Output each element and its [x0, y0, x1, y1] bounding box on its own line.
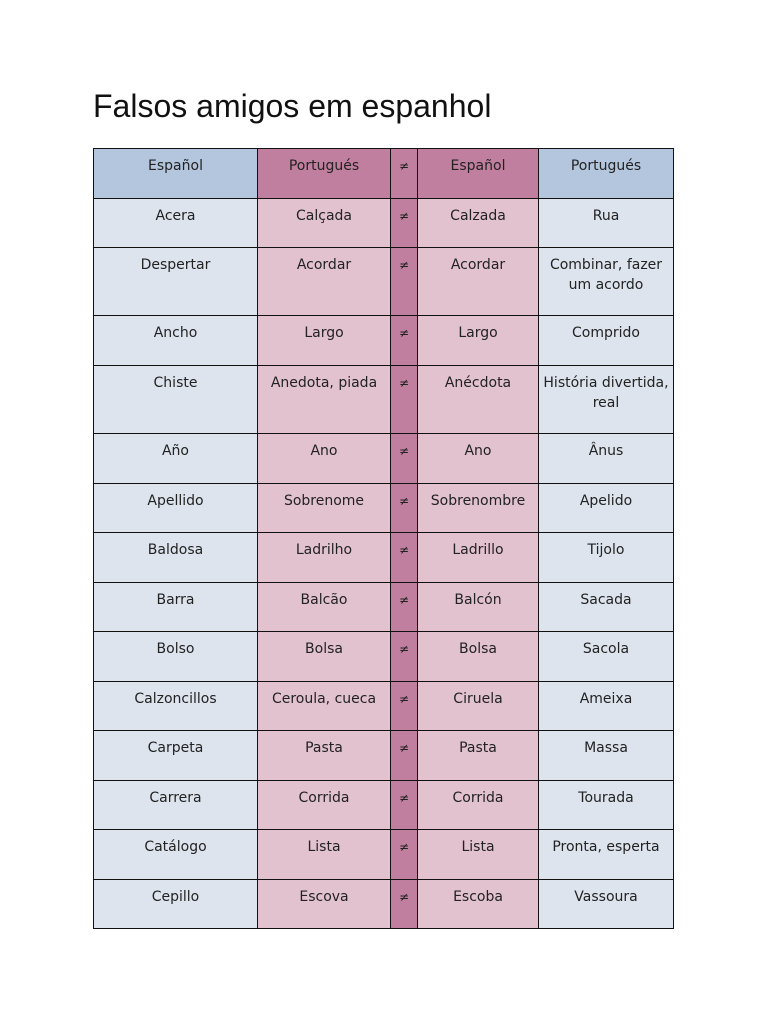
table-row — [94, 316, 674, 366]
cell-portugues: Anedota, piada — [258, 366, 391, 434]
cell-not-equal: ≠ — [391, 830, 418, 880]
table-row — [94, 434, 674, 484]
cell-portugues-meaning: Sacada — [539, 583, 674, 632]
cell-not-equal: ≠ — [391, 880, 418, 929]
cell-portugues-meaning: Ameixa — [539, 682, 674, 731]
cell-espanol-false-friend: Escoba — [418, 880, 539, 929]
cell-not-equal: ≠ — [391, 682, 418, 731]
cell-not-equal: ≠ — [391, 484, 418, 533]
table-row — [94, 366, 674, 434]
table-body — [94, 199, 674, 929]
cell-not-equal: ≠ — [391, 731, 418, 781]
header-not-equal: ≠ — [391, 149, 418, 199]
cell-espanol: Bolso — [94, 632, 258, 682]
cell-espanol-false-friend: Acordar — [418, 248, 539, 316]
cell-portugues-meaning: Comprido — [539, 316, 674, 366]
cell-espanol-false-friend: Ciruela — [418, 682, 539, 731]
table-row — [94, 682, 674, 731]
cell-portugues: Balcão — [258, 583, 391, 632]
cell-portugues: Escova — [258, 880, 391, 929]
cell-portugues-meaning: Tourada — [539, 781, 674, 830]
cell-espanol-false-friend: Ano — [418, 434, 539, 484]
cell-not-equal: ≠ — [391, 316, 418, 366]
cell-portugues: Calçada — [258, 199, 391, 248]
cell-portugues-meaning: Tijolo — [539, 533, 674, 583]
table-row — [94, 632, 674, 682]
header-espanol-1: Español — [94, 149, 258, 199]
cell-portugues-meaning: Rua — [539, 199, 674, 248]
cell-portugues-meaning: Combinar, fazer um acordo — [539, 248, 674, 316]
cell-not-equal: ≠ — [391, 434, 418, 484]
cell-portugues: Ano — [258, 434, 391, 484]
table-row — [94, 248, 674, 316]
cell-espanol-false-friend: Balcón — [418, 583, 539, 632]
cell-espanol: Despertar — [94, 248, 258, 316]
cell-espanol-false-friend: Sobrenombre — [418, 484, 539, 533]
cell-portugues-meaning: Sacola — [539, 632, 674, 682]
cell-portugues: Corrida — [258, 781, 391, 830]
cell-espanol: Año — [94, 434, 258, 484]
cell-espanol-false-friend: Calzada — [418, 199, 539, 248]
cell-not-equal: ≠ — [391, 533, 418, 583]
cell-espanol: Carrera — [94, 781, 258, 830]
table-row — [94, 583, 674, 632]
cell-portugues: Pasta — [258, 731, 391, 781]
cell-espanol: Ancho — [94, 316, 258, 366]
cell-espanol: Cepillo — [94, 880, 258, 929]
table-row — [94, 199, 674, 248]
table-row — [94, 880, 674, 929]
cell-espanol: Baldosa — [94, 533, 258, 583]
cell-espanol-false-friend: Largo — [418, 316, 539, 366]
cell-not-equal: ≠ — [391, 583, 418, 632]
header-row — [94, 149, 674, 199]
cell-not-equal: ≠ — [391, 248, 418, 316]
cell-espanol-false-friend: Corrida — [418, 781, 539, 830]
cell-portugues-meaning: História divertida, real — [539, 366, 674, 434]
cell-not-equal: ≠ — [391, 199, 418, 248]
cell-espanol: Acera — [94, 199, 258, 248]
cell-portugues-meaning: Vassoura — [539, 880, 674, 929]
page-title: Falsos amigos em espanhol — [93, 88, 492, 124]
cell-espanol-false-friend: Lista — [418, 830, 539, 880]
cell-portugues: Ladrilho — [258, 533, 391, 583]
cell-portugues: Acordar — [258, 248, 391, 316]
cell-espanol-false-friend: Bolsa — [418, 632, 539, 682]
cell-portugues: Largo — [258, 316, 391, 366]
cell-portugues: Bolsa — [258, 632, 391, 682]
cell-espanol: Calzoncillos — [94, 682, 258, 731]
header-espanol-2: Español — [418, 149, 539, 199]
header-portugues-2: Portugués — [539, 149, 674, 199]
cell-not-equal: ≠ — [391, 781, 418, 830]
header-portugues-1: Portugués — [258, 149, 391, 199]
cell-espanol: Apellido — [94, 484, 258, 533]
cell-espanol-false-friend: Anécdota — [418, 366, 539, 434]
false-friends-table — [93, 148, 674, 929]
cell-portugues-meaning: Massa — [539, 731, 674, 781]
cell-not-equal: ≠ — [391, 632, 418, 682]
cell-portugues: Lista — [258, 830, 391, 880]
table-row — [94, 484, 674, 533]
cell-espanol-false-friend: Pasta — [418, 731, 539, 781]
cell-portugues: Sobrenome — [258, 484, 391, 533]
table-row — [94, 533, 674, 583]
cell-espanol: Barra — [94, 583, 258, 632]
cell-espanol: Catálogo — [94, 830, 258, 880]
cell-not-equal: ≠ — [391, 366, 418, 434]
table-row — [94, 731, 674, 781]
cell-portugues: Ceroula, cueca — [258, 682, 391, 731]
cell-espanol: Carpeta — [94, 731, 258, 781]
cell-portugues-meaning: Ânus — [539, 434, 674, 484]
table-row — [94, 830, 674, 880]
cell-portugues-meaning: Pronta, esperta — [539, 830, 674, 880]
cell-portugues-meaning: Apelido — [539, 484, 674, 533]
table-row — [94, 781, 674, 830]
cell-espanol: Chiste — [94, 366, 258, 434]
cell-espanol-false-friend: Ladrillo — [418, 533, 539, 583]
